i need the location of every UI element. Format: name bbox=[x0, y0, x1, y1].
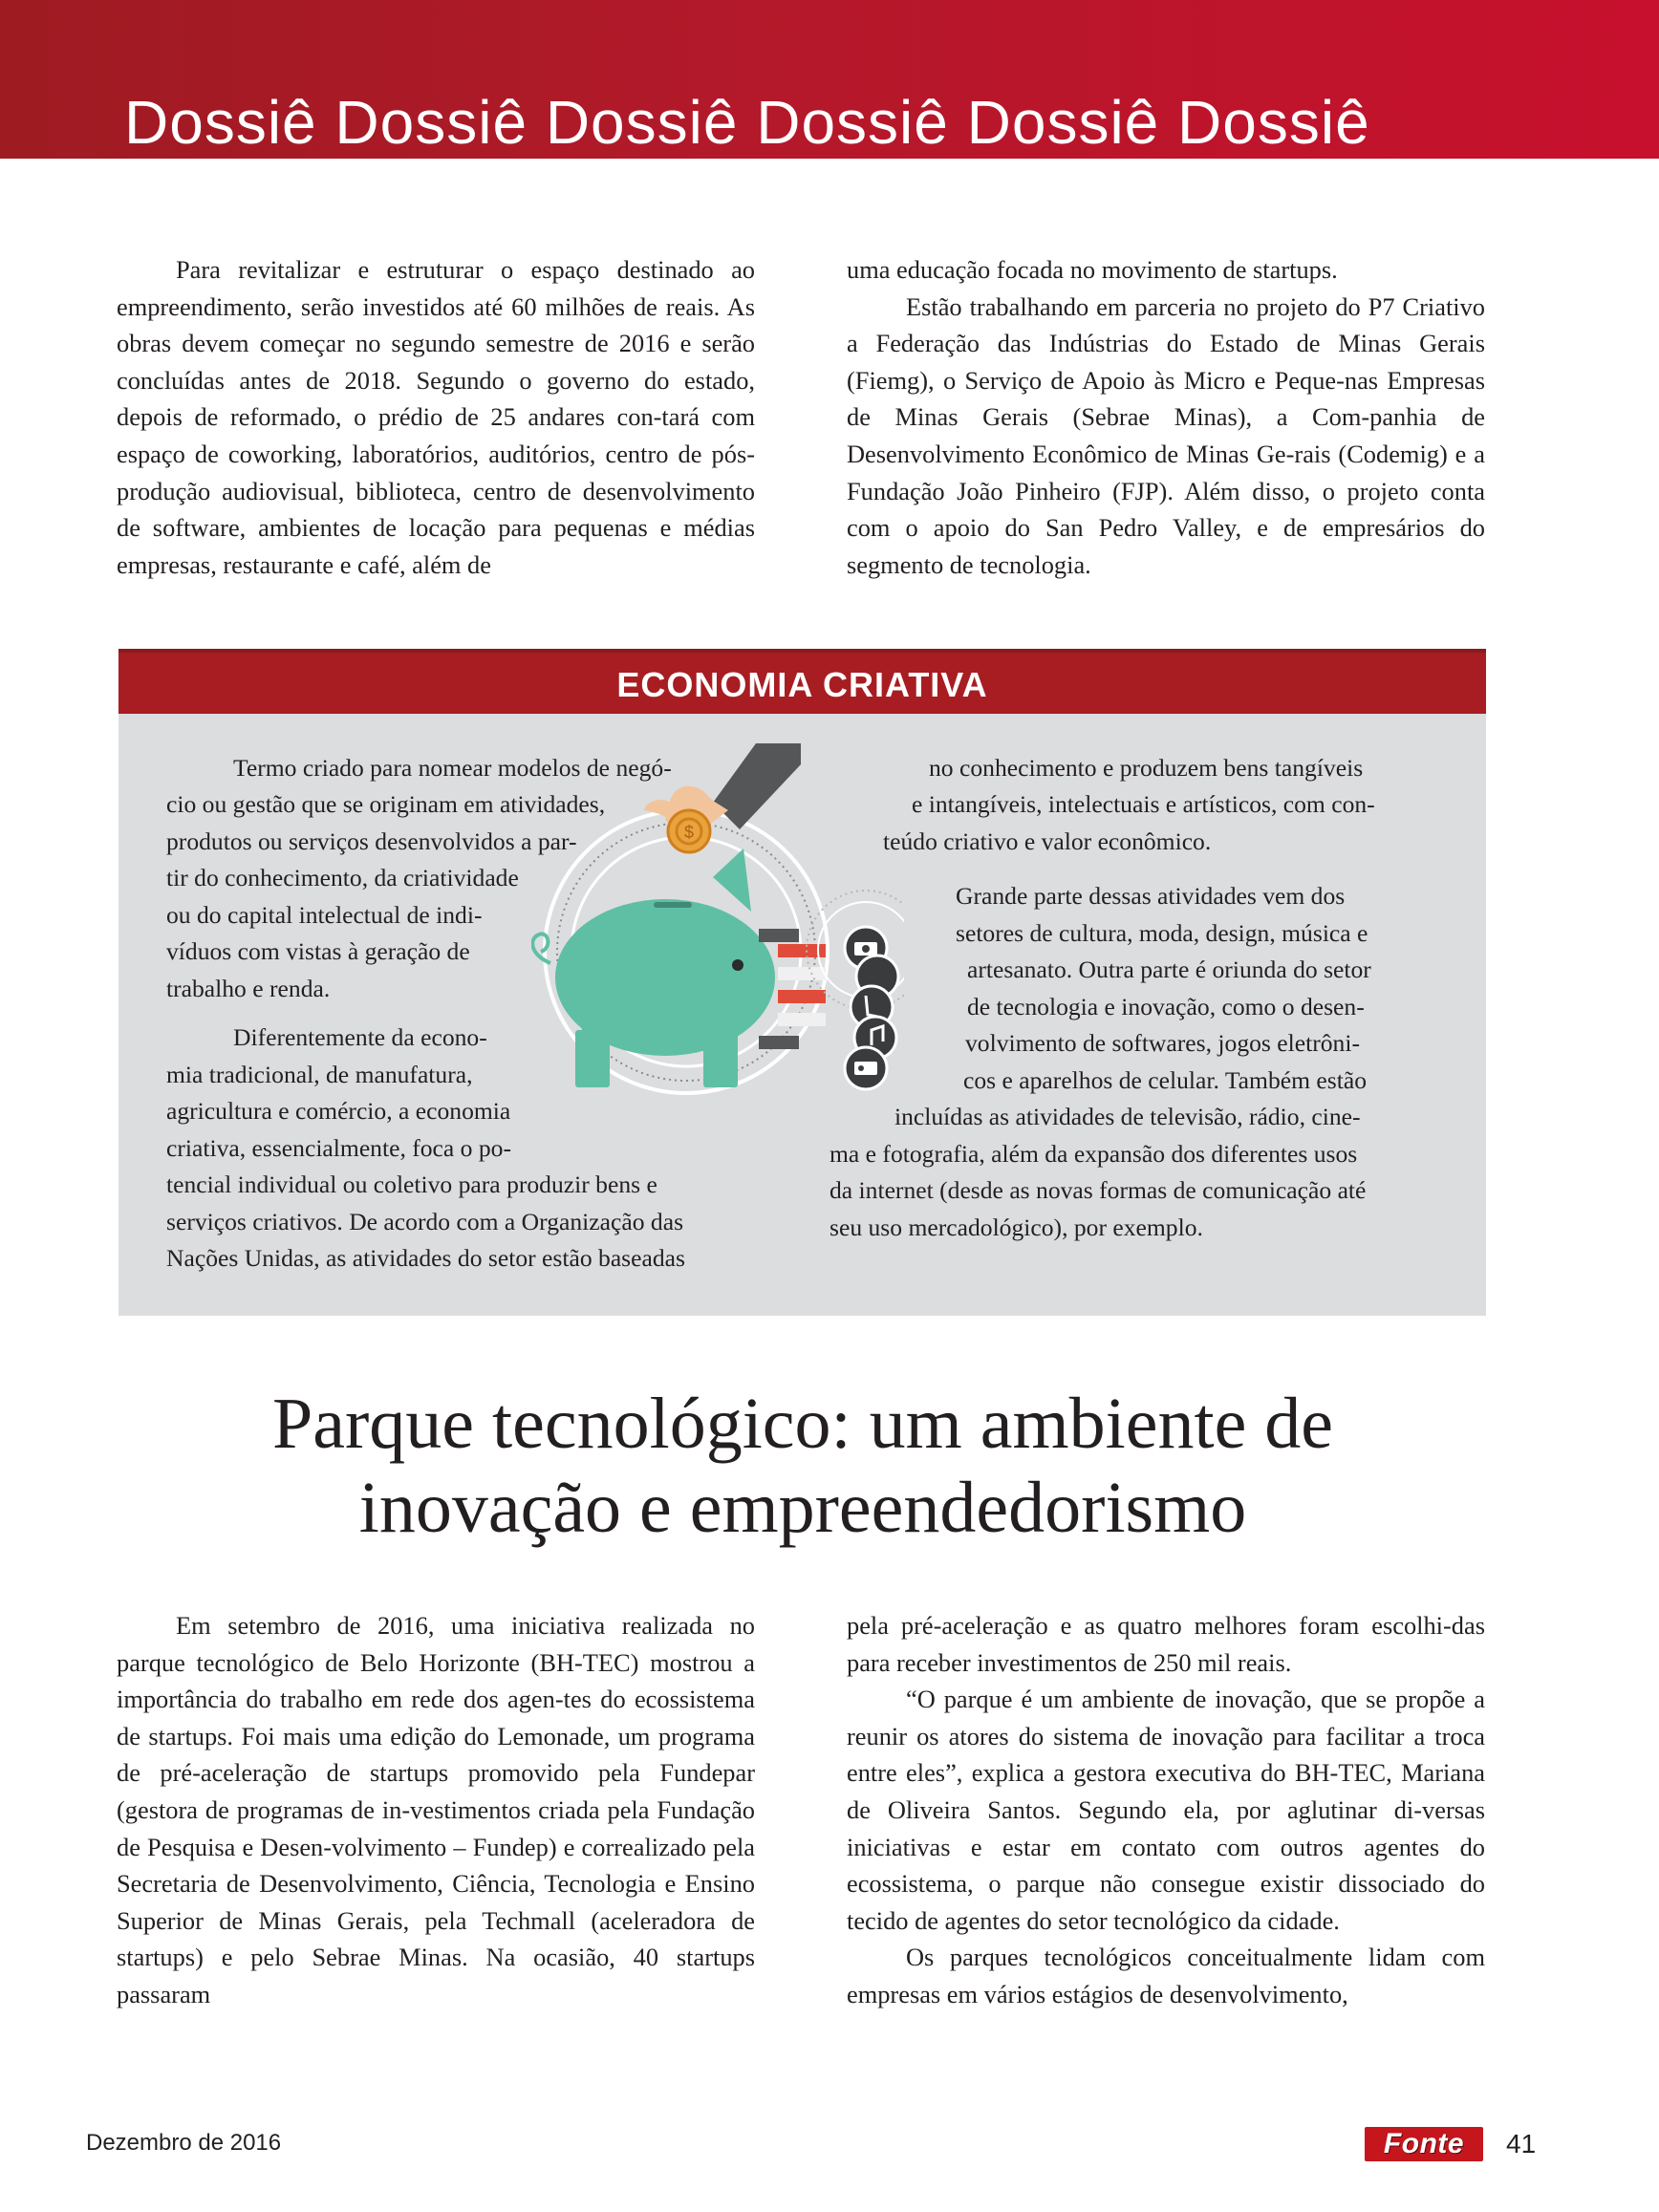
box-title: ECONOMIA CRIATIVA bbox=[616, 665, 988, 704]
box-left-line: tencial individual ou coletivo para produzir bens e bbox=[166, 1170, 657, 1198]
article-left-column bbox=[117, 1607, 755, 2013]
headline-line: inovação e empreendedorismo bbox=[358, 1468, 1247, 1548]
box-right-line: teúdo criativo e valor econômico. bbox=[883, 827, 1212, 855]
box-left-line: produtos ou serviços desenvolvidos a par- bbox=[166, 827, 577, 855]
box-left-line: trabalho e renda. bbox=[166, 975, 331, 1002]
article-right-column bbox=[847, 1607, 1485, 2013]
footer-date: Dezembro de 2016 bbox=[86, 2130, 282, 2156]
radio-icon bbox=[845, 1047, 887, 1089]
box-right-line: Grande parte dessas atividades vem dos bbox=[956, 882, 1346, 910]
box-right-line: incluídas as atividades de televisão, rádio, cine- bbox=[894, 1103, 1361, 1130]
box-right-line: setores de cultura, moda, design, música e bbox=[956, 919, 1368, 947]
box-right-line: da internet (desde as novas formas de comunicação até bbox=[830, 1176, 1367, 1204]
top-article-left-column bbox=[117, 251, 755, 583]
svg-text:$: $ bbox=[683, 823, 695, 842]
box-right-line: volvimento de softwares, jogos eletrôni- bbox=[965, 1029, 1360, 1057]
hand-coin-icon bbox=[644, 743, 801, 852]
paragraph: “O parque é um ambiente de inovação, que se propõe a reunir os atores do sistema de inovação para facilitar a troca entre eles”, explica a gestora executiva do BH-TEC, Mariana de Oliveira Santos. Segundo ela, por aglutinar di-versas iniciativas e estar em contato com outros agentes do ecossistema, o parque não consegue existir dissociado do tecido de agentes do setor tecnológico da cidade. bbox=[847, 1685, 1485, 1935]
section-title: Dossiê Dossiê Dossiê Dossiê Dossiê Dossiê bbox=[124, 88, 1370, 157]
piggy-bank-icon bbox=[532, 848, 775, 1087]
article-headline bbox=[115, 1382, 1491, 1550]
paragraph: Estão trabalhando em parceria no projeto do P7 Criativo a Federação das Indústrias do Estado de Minas Gerais (Fiemg), o Serviço de Apoio às Micro e Peque-nas Empresas de Minas Gerais (Sebrae Minas), a Com-panhia de Desenvolvimento Econômico de Minas Ge-rais (Codemig) e a Fundação João Pinheiro (FJP). Além disso, o projeto conta com o apoio do San Pedro Valley, e de empresários do segmento de tecnologia. bbox=[847, 291, 1485, 579]
paragraph: uma educação focada no movimento de startups. bbox=[847, 255, 1338, 284]
paragraph: Para revitalizar e estruturar o espaço destinado ao empreendimento, serão investidos até 60 milhões de reais. As obras devem começar no segundo semestre de 2016 e serão concluídas antes de 2018. Segundo o governo do estado, depois de reformado, o prédio de 25 andares con-tará com espaço de coworking, laboratórios, auditórios, centro de pós-produção audiovisual, biblioteca, centro de desenvolvimento de software, ambientes de locação para pequenas e médias empresas, restaurante e café, além de bbox=[117, 255, 755, 579]
box-left-line: mia tradicional, de manufatura, bbox=[166, 1061, 473, 1088]
box-left-line: víduos com vistas à geração de bbox=[166, 937, 470, 965]
box-right-line: e intangíveis, intelectuais e artísticos, com con- bbox=[912, 790, 1375, 818]
box-right-line: ma e fotografia, além da expansão dos diferentes usos bbox=[830, 1140, 1358, 1168]
box-left-line: Diferentemente da econo- bbox=[233, 1023, 487, 1051]
dossie-header-band bbox=[0, 0, 1659, 159]
box-left-line: Nações Unidas, as atividades do setor estão baseadas bbox=[166, 1244, 685, 1272]
box-left-line: cio ou gestão que se originam em atividades, bbox=[166, 790, 606, 818]
box-left-line: Termo criado para nomear modelos de negó- bbox=[233, 754, 672, 782]
box-right-line: de tecnologia e inovação, como o desen- bbox=[967, 993, 1365, 1020]
paragraph: Os parques tecnológicos conceitualmente lidam com empresas em vários estágios de desenvolvimento, bbox=[847, 1943, 1485, 2008]
top-article-right-column bbox=[847, 251, 1485, 583]
creative-economy-illustration bbox=[531, 743, 904, 1126]
box-right-line: seu uso mercadológico), por exemplo. bbox=[830, 1213, 1203, 1241]
box-left-line: serviços criativos. De acordo com a Organização das bbox=[166, 1208, 684, 1235]
box-left-line: agricultura e comércio, a economia bbox=[166, 1097, 511, 1125]
box-left-line: tir do conhecimento, da criatividade bbox=[166, 864, 519, 891]
box-right-line: no conhecimento e produzem bens tangíveis bbox=[929, 754, 1364, 782]
page-number: 41 bbox=[1506, 2129, 1537, 2158]
box-left-line: ou do capital intelectual de indi- bbox=[166, 901, 483, 929]
headline-line: Parque tecnológico: um ambiente de bbox=[271, 1384, 1334, 1464]
fonte-logo: Fonte bbox=[1365, 2127, 1483, 2161]
paragraph: Em setembro de 2016, uma iniciativa realizada no parque tecnológico de Belo Horizonte (BH-TEC) mostrou a importância do trabalho em rede dos agen-tes do ecossistema de startups. Foi mais uma edição do Lemonade, um programa de pré-aceleração de startups promovido pela Fundepar (gestora de programas de in-vestimentos criada pela Fundação de Pesquisa e Desen-volvimento – Fundep) e correalizado pela Secretaria de Desenvolvimento, Ciência, Tecnologia e Ensino Superior de Minas Gerais, pela Techmall (aceleradora de startups) e pelo Sebrae Minas. Na ocasião, 40 startups passaram bbox=[117, 1611, 755, 2008]
box-right-line: cos e aparelhos de celular. Também estão bbox=[963, 1066, 1367, 1094]
box-right-line: artesanato. Outra parte é oriunda do setor bbox=[967, 956, 1371, 983]
box-left-line: criativa, essencialmente, foca o po- bbox=[166, 1134, 511, 1162]
box-header bbox=[118, 649, 1486, 714]
paragraph: pela pré-aceleração e as quatro melhores foram escolhi-das para receber investimentos de 250 mil reais. bbox=[847, 1611, 1485, 1677]
